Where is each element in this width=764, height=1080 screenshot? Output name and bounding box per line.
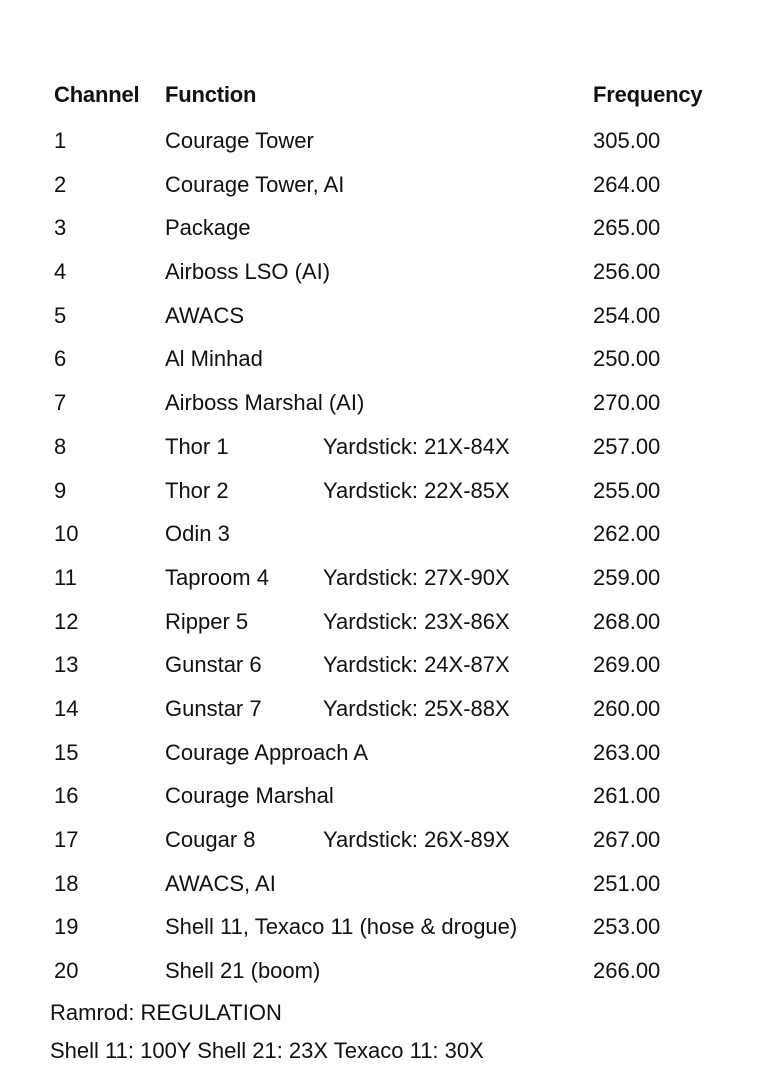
frequency-cell: 267.00 bbox=[593, 827, 661, 852]
channel-cell: 13 bbox=[54, 652, 79, 678]
table-row bbox=[54, 162, 734, 206]
frequency-cell: 255.00 bbox=[593, 477, 661, 503]
tanker-tacan-note: Shell 11: 100Y Shell 21: 23X Texaco 11: 30X bbox=[50, 1038, 484, 1063]
table-row bbox=[54, 904, 734, 948]
function-cell: Airboss LSO (AI) bbox=[165, 259, 331, 285]
table-row bbox=[54, 468, 734, 512]
function-cell: Odin 3 bbox=[165, 521, 230, 547]
function-cell: Thor 2 bbox=[165, 477, 229, 503]
table-row bbox=[54, 948, 734, 992]
channel-cell: 18 bbox=[54, 870, 79, 896]
yardstick-cell: Yardstick: 24X-87X bbox=[323, 652, 510, 678]
frequency-cell: 262.00 bbox=[593, 521, 661, 547]
frequency-cell: 263.00 bbox=[593, 739, 661, 765]
frequency-cell: 264.00 bbox=[593, 171, 661, 197]
table-row bbox=[54, 118, 734, 162]
channel-cell: 9 bbox=[54, 477, 67, 503]
table-row bbox=[54, 555, 734, 599]
table-row bbox=[54, 249, 734, 293]
table-row bbox=[54, 380, 734, 424]
function-cell: Cougar 8 bbox=[165, 827, 256, 852]
table-row bbox=[54, 642, 734, 686]
channel-cell: 3 bbox=[54, 215, 67, 241]
channel-cell: 10 bbox=[54, 521, 79, 547]
channel-cell: 2 bbox=[54, 171, 67, 197]
frequency-cell: 250.00 bbox=[593, 346, 661, 372]
table-row bbox=[54, 293, 734, 337]
yardstick-cell: Yardstick: 22X-85X bbox=[323, 477, 510, 503]
table-row bbox=[54, 336, 734, 380]
frequency-cell: 268.00 bbox=[593, 608, 661, 634]
function-cell: Package bbox=[165, 215, 251, 241]
channel-cell: 20 bbox=[54, 958, 79, 984]
frequency-cell: 254.00 bbox=[593, 302, 661, 328]
function-cell: Al Minhad bbox=[165, 346, 263, 372]
function-cell: Courage Tower, AI bbox=[165, 171, 345, 197]
frequency-cell: 265.00 bbox=[593, 215, 661, 241]
table-row bbox=[54, 599, 734, 643]
function-cell: Courage Approach A bbox=[165, 739, 369, 765]
function-cell: Gunstar 6 bbox=[165, 652, 262, 678]
table-row bbox=[54, 861, 734, 905]
frequency-cell: 305.00 bbox=[593, 128, 661, 153]
channel-cell: 12 bbox=[54, 608, 79, 634]
channel-cell: 11 bbox=[54, 564, 77, 590]
frequency-cell: 253.00 bbox=[593, 914, 661, 940]
yardstick-cell: Yardstick: 23X-86X bbox=[323, 608, 510, 634]
header-function: Function bbox=[165, 82, 257, 107]
channel-cell: 16 bbox=[54, 783, 79, 809]
channel-cell: 14 bbox=[54, 695, 79, 721]
ramrod-note: Ramrod: REGULATION bbox=[50, 1000, 282, 1025]
channel-cell: 1 bbox=[54, 128, 67, 153]
frequency-cell: 266.00 bbox=[593, 958, 661, 984]
function-cell: AWACS, AI bbox=[165, 870, 276, 896]
header-channel: Channel bbox=[54, 82, 140, 107]
table-row bbox=[54, 205, 734, 249]
table-body bbox=[54, 118, 734, 992]
table-row bbox=[54, 730, 734, 774]
frequency-cell: 251.00 bbox=[593, 870, 661, 896]
channel-cell: 17 bbox=[54, 827, 79, 852]
function-cell: AWACS bbox=[165, 302, 245, 328]
frequency-cell: 256.00 bbox=[593, 259, 661, 285]
yardstick-cell: Yardstick: 25X-88X bbox=[323, 695, 510, 721]
yardstick-cell: Yardstick: 27X-90X bbox=[323, 564, 510, 590]
function-cell: Courage Marshal bbox=[165, 783, 334, 809]
header-frequency: Frequency bbox=[593, 82, 703, 107]
channel-cell: 7 bbox=[54, 390, 67, 416]
table-row bbox=[54, 424, 734, 468]
function-cell: Shell 11, Texaco 11 (hose & drogue) bbox=[165, 914, 518, 940]
function-cell: Ripper 5 bbox=[165, 608, 249, 634]
yardstick-cell: Yardstick: 21X-84X bbox=[323, 433, 510, 459]
table-row bbox=[54, 511, 734, 555]
frequency-cell: 261.00 bbox=[593, 783, 661, 809]
channel-table bbox=[54, 74, 734, 992]
function-cell: Courage Tower bbox=[165, 128, 314, 153]
channel-cell: 5 bbox=[54, 302, 67, 328]
function-cell: Thor 1 bbox=[165, 433, 229, 459]
frequency-cell: 259.00 bbox=[593, 564, 661, 590]
frequency-cell: 270.00 bbox=[593, 390, 661, 416]
channel-cell: 8 bbox=[54, 433, 67, 459]
table-row bbox=[54, 817, 734, 861]
frequency-cell: 269.00 bbox=[593, 652, 661, 678]
table-header bbox=[54, 74, 734, 118]
frequency-cell: 257.00 bbox=[593, 433, 661, 459]
function-cell: Taproom 4 bbox=[165, 564, 269, 590]
channel-cell: 6 bbox=[54, 346, 67, 372]
channel-cell: 4 bbox=[54, 259, 67, 285]
table-row bbox=[54, 686, 734, 730]
function-cell: Gunstar 7 bbox=[165, 695, 262, 721]
channel-cell: 15 bbox=[54, 739, 79, 765]
yardstick-cell: Yardstick: 26X-89X bbox=[323, 827, 510, 852]
frequency-cell: 260.00 bbox=[593, 695, 661, 721]
table-row bbox=[54, 773, 734, 817]
function-cell: Shell 21 (boom) bbox=[165, 958, 321, 984]
function-cell: Airboss Marshal (AI) bbox=[165, 390, 365, 416]
channel-cell: 19 bbox=[54, 914, 79, 940]
